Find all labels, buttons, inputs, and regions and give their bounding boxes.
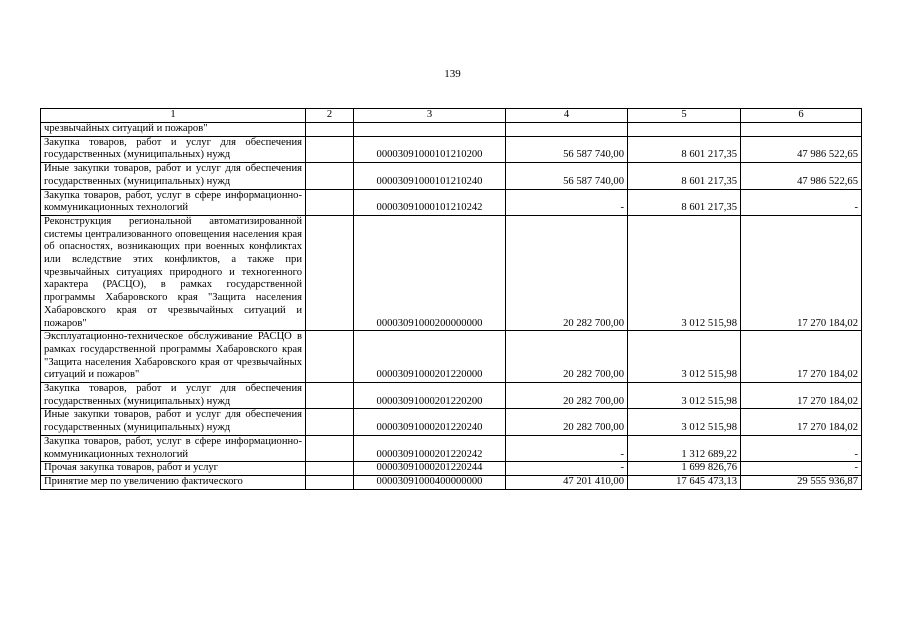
- row-col2: [306, 331, 354, 383]
- table-row: [41, 123, 862, 137]
- row-name: чрезвычайных ситуаций и пожаров": [41, 123, 306, 137]
- row-executed: 8 601 217,35: [628, 189, 741, 215]
- row-executed: 3 012 515,98: [628, 383, 741, 409]
- row-approved: 47 201 410,00: [506, 475, 628, 489]
- column-header-6: 6: [741, 109, 862, 123]
- row-code: 00003091000200000000: [354, 215, 506, 330]
- row-approved: [506, 123, 628, 137]
- row-unexecuted: -: [741, 189, 862, 215]
- row-executed: 1 312 689,22: [628, 435, 741, 461]
- row-approved: 20 282 700,00: [506, 409, 628, 435]
- row-col2: [306, 383, 354, 409]
- row-approved: -: [506, 435, 628, 461]
- column-header-1: 1: [41, 109, 306, 123]
- row-executed: 8 601 217,35: [628, 163, 741, 189]
- row-executed: [628, 123, 741, 137]
- row-approved: 20 282 700,00: [506, 331, 628, 383]
- row-unexecuted: -: [741, 435, 862, 461]
- row-unexecuted: 47 986 522,65: [741, 163, 862, 189]
- row-name: Иные закупки товаров, работ и услуг для обеспечения государственных (муниципальных) нужд: [41, 409, 306, 435]
- table-header-row: [41, 109, 862, 123]
- table-row: [41, 475, 862, 489]
- row-col2: [306, 215, 354, 330]
- row-unexecuted: [741, 123, 862, 137]
- row-code: [354, 123, 506, 137]
- row-approved: 56 587 740,00: [506, 163, 628, 189]
- row-col2: [306, 409, 354, 435]
- row-col2: [306, 136, 354, 162]
- row-approved: 20 282 700,00: [506, 383, 628, 409]
- row-col2: [306, 163, 354, 189]
- row-code: 00003091000400000000: [354, 475, 506, 489]
- row-executed: 8 601 217,35: [628, 136, 741, 162]
- table-row: [41, 215, 862, 330]
- row-approved: 20 282 700,00: [506, 215, 628, 330]
- table-row: [41, 409, 862, 435]
- row-col2: [306, 123, 354, 137]
- row-name: Закупка товаров, работ, услуг в сфере информационно-коммуникационных технологий: [41, 435, 306, 461]
- row-name: Прочая закупка товаров, работ и услуг: [41, 462, 306, 476]
- row-name: Закупка товаров, работ и услуг для обеспечения государственных (муниципальных) нужд: [41, 136, 306, 162]
- row-col2: [306, 189, 354, 215]
- row-unexecuted: 29 555 936,87: [741, 475, 862, 489]
- row-unexecuted: 17 270 184,02: [741, 215, 862, 330]
- row-executed: 1 699 826,76: [628, 462, 741, 476]
- row-code: 00003091000201220242: [354, 435, 506, 461]
- budget-execution-table: [40, 108, 862, 490]
- table-row: [41, 383, 862, 409]
- row-name: Реконструкция региональной автоматизированной системы централизованного оповещения населения края об опасностях, возникающих при военных конфликтах или вследствие этих конфликтов, а также при чрезвычайных ситуациях природного и техногенного характера (РАСЦО), в рамках государственной программы Хабаровского края "Защита населения Хабаровского края от чрезвычайных ситуаций и пожаров": [41, 215, 306, 330]
- row-executed: 17 645 473,13: [628, 475, 741, 489]
- row-unexecuted: 17 270 184,02: [741, 409, 862, 435]
- column-header-3: 3: [354, 109, 506, 123]
- page-number: 139: [444, 68, 461, 80]
- row-code: 00003091000201220000: [354, 331, 506, 383]
- row-code: 00003091000101210200: [354, 136, 506, 162]
- row-code: 00003091000201220244: [354, 462, 506, 476]
- column-header-2: 2: [306, 109, 354, 123]
- row-code: 00003091000101210242: [354, 189, 506, 215]
- row-approved: -: [506, 462, 628, 476]
- row-code: 00003091000201220240: [354, 409, 506, 435]
- table-row: [41, 189, 862, 215]
- row-unexecuted: -: [741, 462, 862, 476]
- row-approved: -: [506, 189, 628, 215]
- row-approved: 56 587 740,00: [506, 136, 628, 162]
- row-col2: [306, 462, 354, 476]
- row-name: Закупка товаров, работ и услуг для обеспечения государственных (муниципальных) нужд: [41, 383, 306, 409]
- row-name: Иные закупки товаров, работ и услуг для обеспечения государственных (муниципальных) нужд: [41, 163, 306, 189]
- row-unexecuted: 17 270 184,02: [741, 331, 862, 383]
- row-name: Закупка товаров, работ, услуг в сфере информационно-коммуникационных технологий: [41, 189, 306, 215]
- row-col2: [306, 475, 354, 489]
- column-header-4: 4: [506, 109, 628, 123]
- row-col2: [306, 435, 354, 461]
- table-row: [41, 462, 862, 476]
- row-unexecuted: 47 986 522,65: [741, 136, 862, 162]
- row-code: 00003091000201220200: [354, 383, 506, 409]
- table-row: [41, 163, 862, 189]
- row-name: Эксплуатационно-техническое обслуживание РАСЦО в рамках государственной программы Хабаровского края "Защита населения Хабаровского края от чрезвычайных ситуаций и пожаров": [41, 331, 306, 383]
- table-row: [41, 331, 862, 383]
- row-name: Принятие мер по увеличению фактического: [41, 475, 306, 489]
- column-header-5: 5: [628, 109, 741, 123]
- row-executed: 3 012 515,98: [628, 331, 741, 383]
- table-row: [41, 435, 862, 461]
- row-executed: 3 012 515,98: [628, 409, 741, 435]
- row-unexecuted: 17 270 184,02: [741, 383, 862, 409]
- row-executed: 3 012 515,98: [628, 215, 741, 330]
- table-row: [41, 136, 862, 162]
- row-code: 00003091000101210240: [354, 163, 506, 189]
